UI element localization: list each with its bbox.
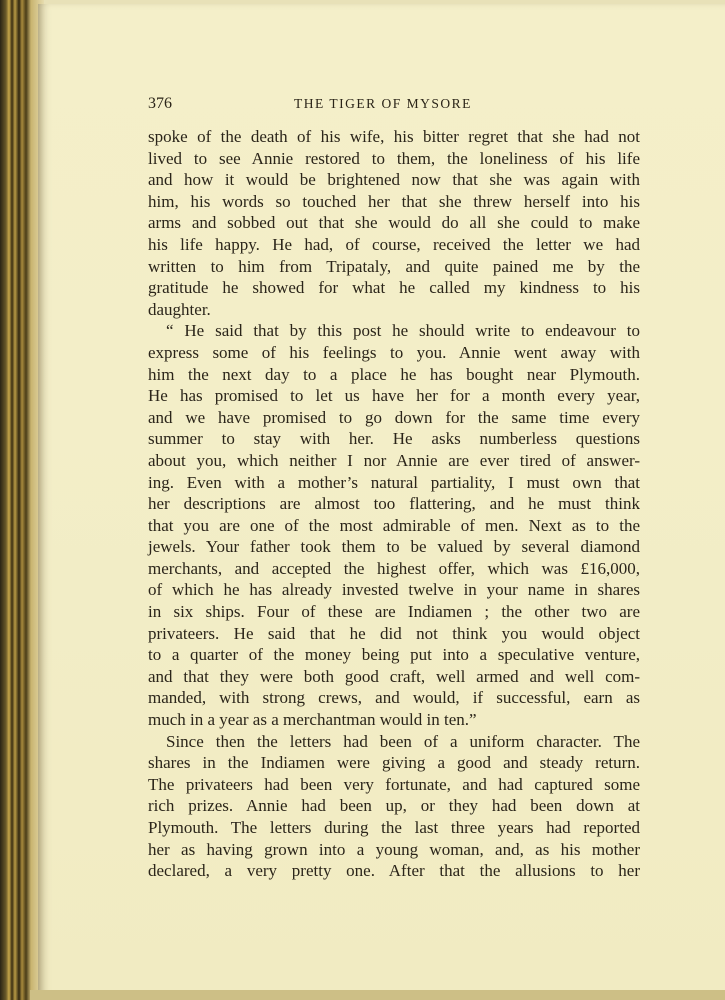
text-line: express some of his feelings to you. Annie went away with [148, 342, 640, 362]
text-line: and we have promised to go down for the same time every [148, 407, 640, 427]
text-line: about you, which neither I nor Annie are ever tired of answer- [148, 450, 640, 470]
text-line: much in a year as a merchantman would in ten.” [148, 710, 477, 730]
text-line: that you are one of the most admirable of men. Next as to the [148, 515, 640, 535]
text-line: merchants, and accepted the highest offer, which was £16,000, [148, 558, 640, 578]
page-header [148, 95, 618, 115]
page-number: 376 [148, 95, 172, 112]
page-bottom-edge [30, 990, 725, 1000]
text-line: “ He said that by this post he should write to endeavour to [166, 321, 640, 341]
text-line: manded, with strong crews, and would, if successful, earn as [148, 688, 640, 708]
text-line: him the next day to a place he has bought near Plymouth. [148, 364, 640, 384]
running-title: THE TIGER OF MYSORE [294, 96, 472, 111]
text-line: privateers. He said that he did not think you would object [148, 623, 640, 643]
text-line: lived to see Annie restored to them, the loneliness of his life [148, 148, 640, 168]
text-line: written to him from Tripataly, and quite pained me by the [148, 256, 640, 276]
text-line: Since then the letters had been of a uniform character. The [166, 731, 640, 751]
text-line: and how it would be brightened now that she was again with [148, 170, 640, 190]
text-line: her as having grown into a young woman, and, as his mother [148, 839, 640, 859]
body-text [148, 126, 640, 882]
text-line: his life happy. He had, of course, received the letter we had [148, 234, 640, 254]
text-line: gratitude he showed for what he called my kindness to his [148, 278, 640, 298]
text-line: spoke of the death of his wife, his bitter regret that she had not [148, 127, 640, 146]
text-line: arms and sobbed out that she would do all she could to make [148, 213, 640, 233]
text-line: and that they were both good craft, well armed and well com- [148, 666, 640, 686]
text-line: The privateers had been very fortunate, and had captured some [148, 774, 640, 794]
text-line: Plymouth. The letters during the last three years had reported [148, 818, 640, 837]
text-line: in six ships. Four of these are Indiamen ; the other two are [148, 602, 640, 622]
text-line: shares in the Indiamen were giving a good and steady return. [148, 753, 640, 773]
text-line: her descriptions are almost too flattering, and he must think [148, 494, 640, 514]
text-line: summer to stay with her. He asks numberless questions [148, 429, 640, 449]
text-line: jewels. Your father took them to be valued by several diamond [148, 537, 640, 557]
text-line: him, his words so touched her that she threw herself into his [148, 191, 640, 211]
text-line: of which he has already invested twelve in your name in shares [148, 580, 640, 600]
text-line: ing. Even with a mother’s natural partiality, I must own that [148, 472, 640, 492]
text-line: declared, a very pretty one. After that the allusions to her [148, 861, 640, 881]
text-line: daughter. [148, 299, 211, 319]
text-line: rich prizes. Annie had been up, or they had been down at [148, 796, 640, 816]
text-line: to a quarter of the money being put into a speculative venture, [148, 645, 640, 665]
text-line: He has promised to let us have her for a month every year, [148, 386, 640, 406]
